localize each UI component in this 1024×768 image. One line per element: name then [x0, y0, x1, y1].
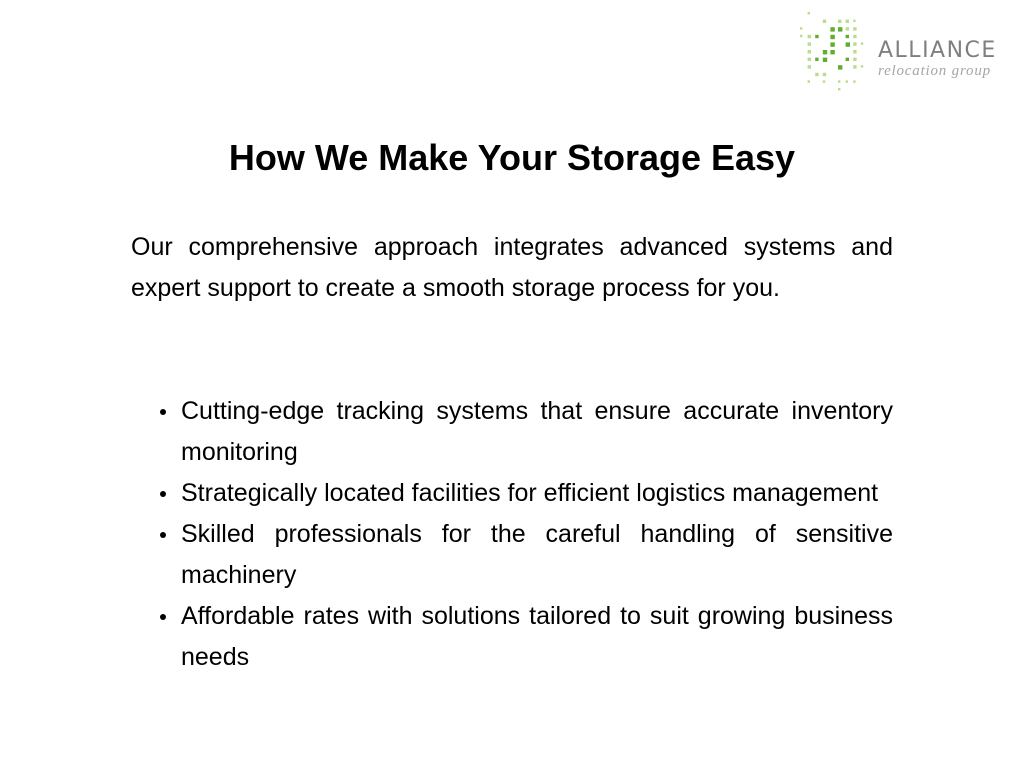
logo-dot	[853, 20, 855, 22]
company-logo	[798, 10, 1013, 96]
logo-wordmark	[878, 38, 1013, 79]
logo-dot	[808, 65, 811, 68]
logo-dot	[823, 20, 826, 23]
list-item	[131, 391, 893, 473]
list-item-text: Strategically located facilities for efficient logistics management	[181, 479, 879, 507]
logo-dot	[830, 27, 834, 31]
logo-dot	[838, 88, 840, 90]
bullet-icon	[160, 532, 166, 538]
logo-dot	[808, 50, 811, 53]
logo-dot	[800, 27, 802, 29]
logo-dot	[853, 27, 856, 30]
logo-dot	[823, 80, 825, 82]
logo-dot	[838, 80, 840, 82]
bullet-icon	[160, 491, 166, 497]
list-item-text: Affordable rates with solutions tailored to suit growing business needs	[181, 602, 893, 671]
list-item-text: Skilled professionals for the careful handling of sensitive machinery	[181, 520, 893, 589]
logo-dot	[846, 35, 849, 38]
logo-dot	[808, 80, 810, 82]
logo-name: ALLIANCE	[878, 38, 997, 63]
logo-dot	[861, 42, 863, 44]
dot-grid-logo-icon	[798, 10, 870, 96]
logo-dot	[846, 20, 849, 23]
logo-dot	[853, 50, 856, 53]
logo-dot	[846, 80, 848, 82]
slide-title: How We Make Your Storage Easy	[228, 137, 796, 178]
logo-dot	[823, 73, 826, 76]
list-item	[131, 596, 893, 678]
logo-dot	[846, 42, 850, 46]
logo-dot	[815, 73, 818, 76]
list-item	[131, 514, 893, 596]
logo-dot	[823, 58, 827, 62]
logo-dot	[808, 58, 811, 61]
logo-dot	[853, 65, 856, 68]
logo-tagline: relocation group	[878, 63, 991, 79]
feature-list	[131, 391, 893, 678]
logo-dot	[815, 58, 818, 61]
logo-dot	[838, 65, 842, 69]
bullet-icon	[160, 409, 166, 415]
logo-dot	[830, 42, 834, 46]
list-item	[131, 473, 893, 514]
logo-dot	[853, 58, 856, 61]
logo-dot	[830, 50, 834, 54]
list-item-text: Cutting-edge tracking systems that ensure accurate inventory monitoring	[181, 397, 893, 466]
logo-dot	[838, 27, 842, 31]
logo-dot	[853, 80, 855, 82]
logo-dot	[861, 65, 863, 67]
logo-dot	[808, 12, 810, 14]
logo-dot	[853, 35, 856, 38]
logo-dot	[846, 58, 849, 61]
logo-dot	[808, 35, 811, 38]
logo-dot	[800, 35, 802, 37]
logo-dot	[846, 27, 849, 30]
logo-dot	[853, 42, 856, 45]
logo-dot	[808, 42, 811, 45]
bullet-icon	[160, 614, 166, 620]
logo-dot	[823, 50, 827, 54]
logo-dot	[838, 20, 841, 23]
logo-dot	[815, 35, 818, 38]
intro-paragraph: Our comprehensive approach integrates advanced systems and expert support to create a smooth storage process for you.	[131, 233, 893, 302]
logo-dot	[830, 35, 834, 39]
